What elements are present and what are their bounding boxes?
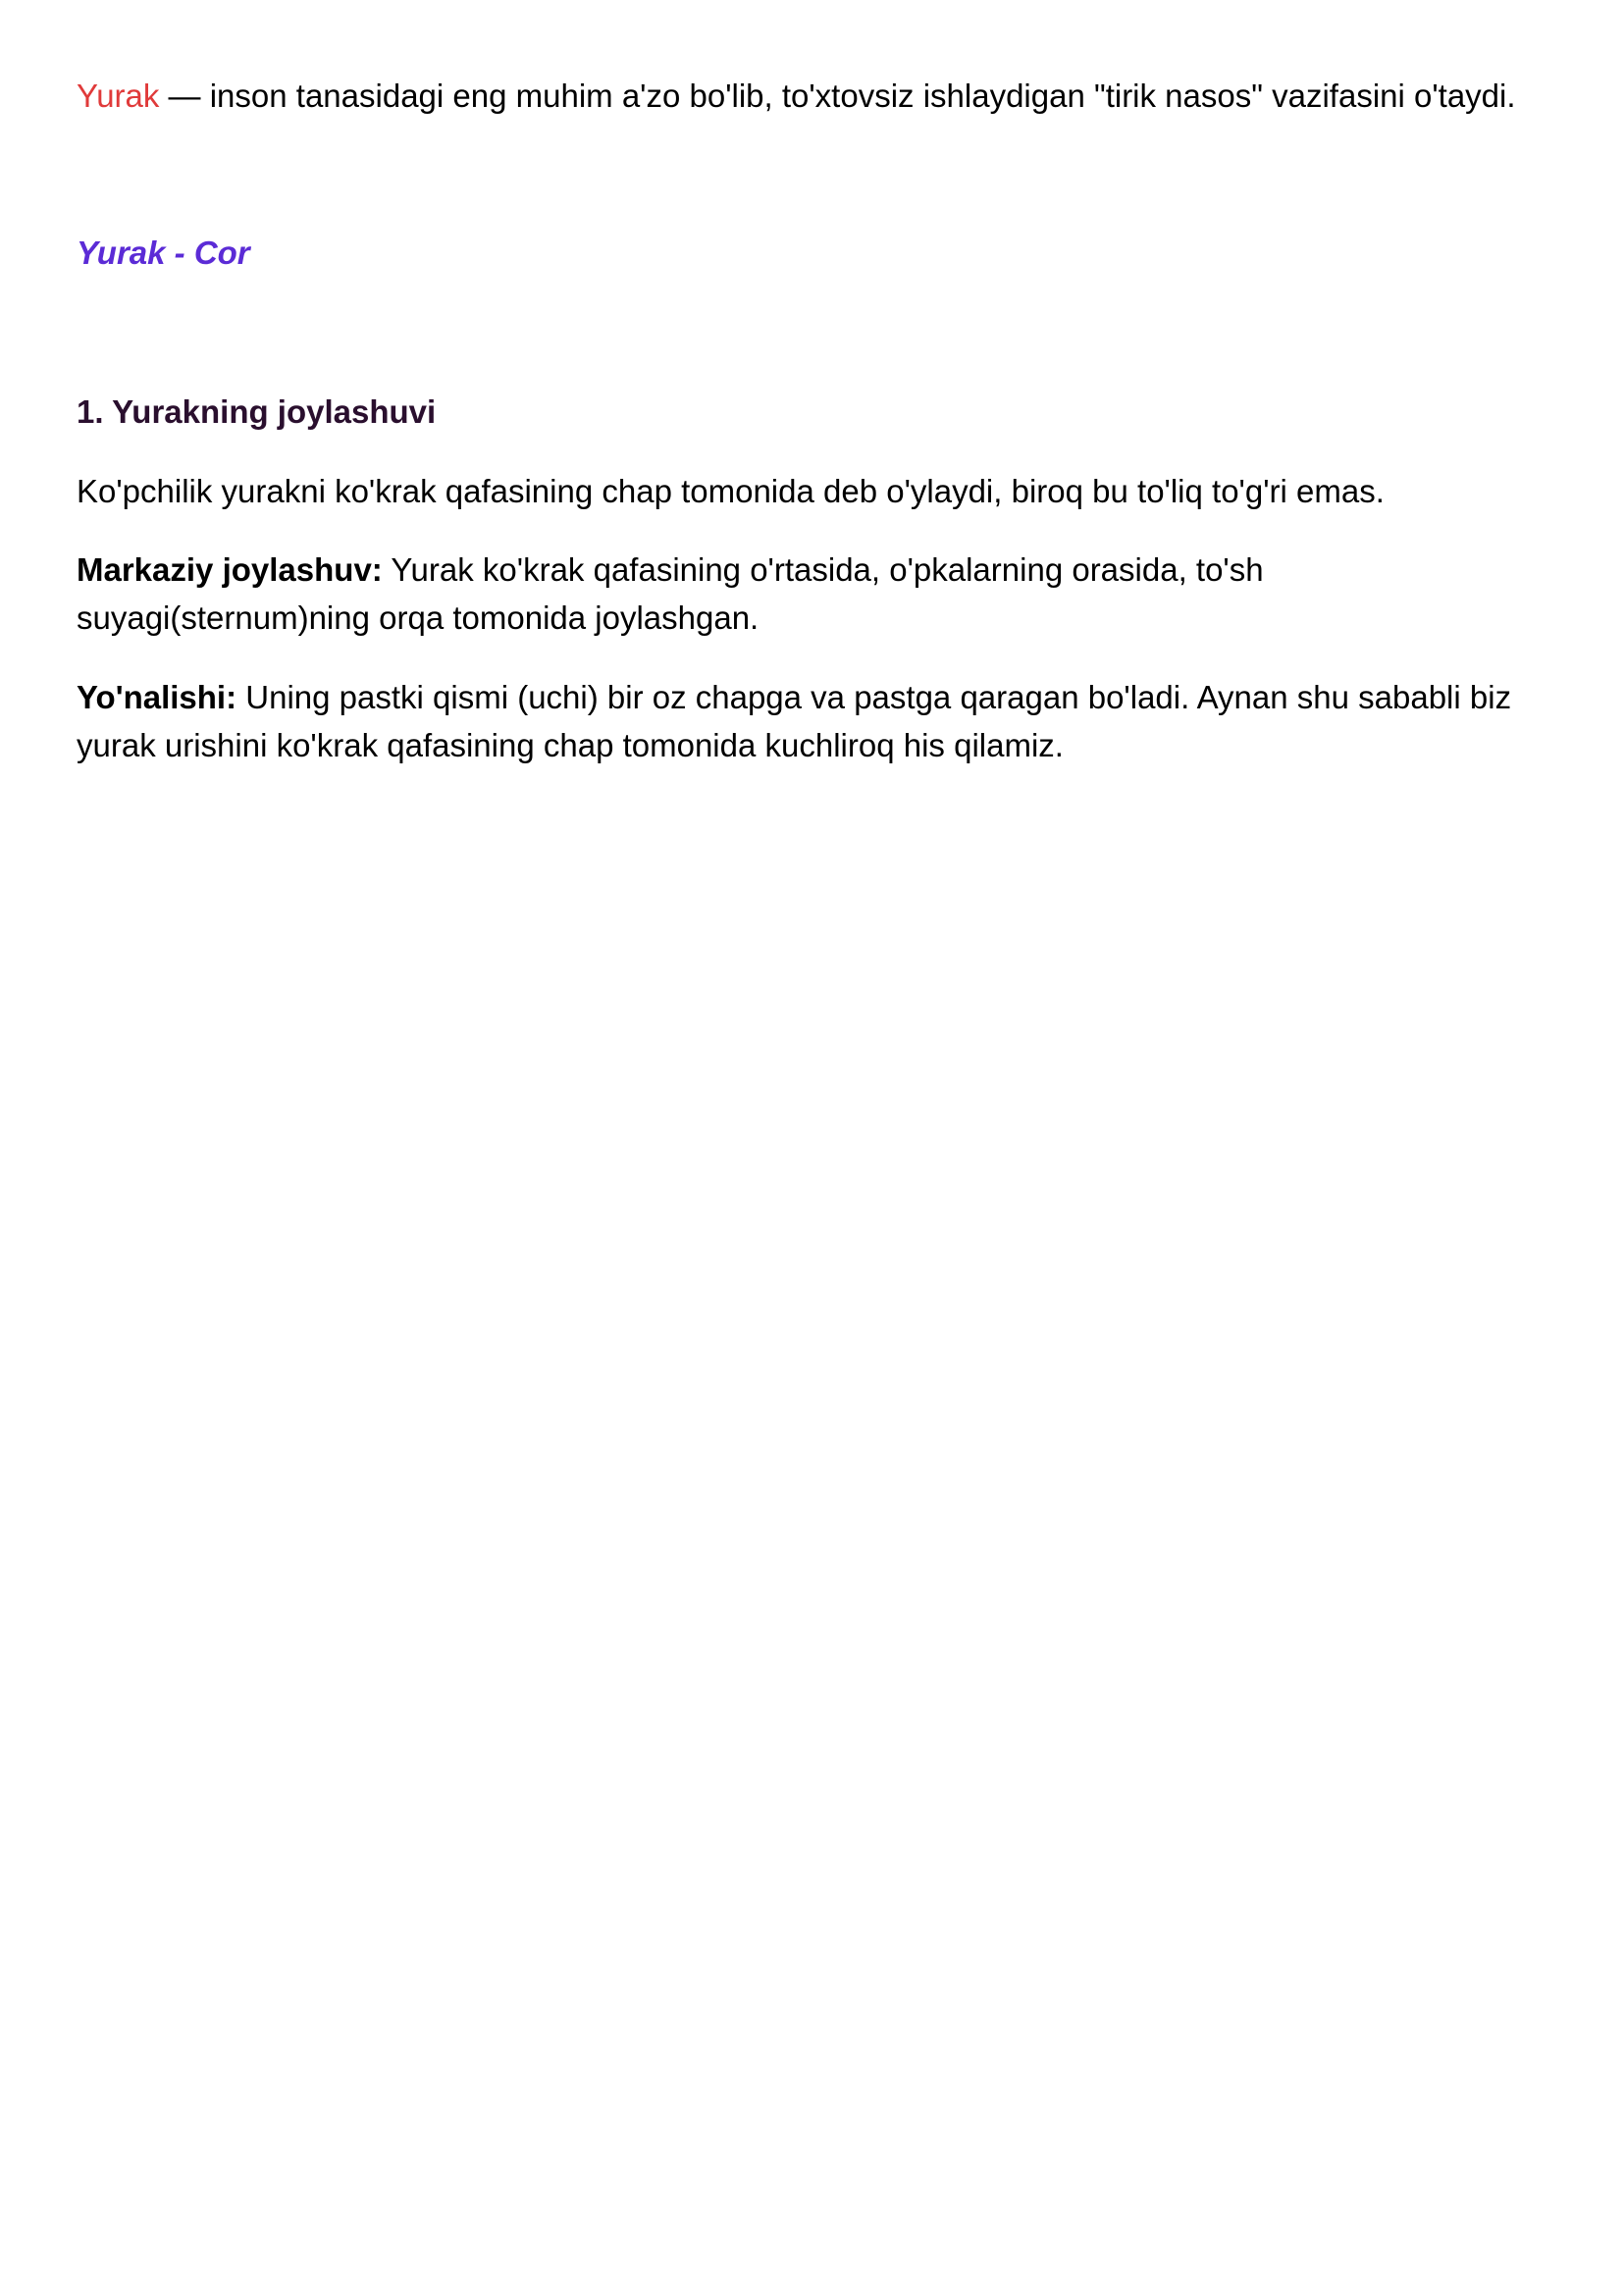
paragraph-central-location [77,546,1548,642]
intro-paragraph [77,73,1516,120]
section-title: 1. Yurakning joylashuvi [77,393,437,430]
intro-text: — inson tanasidagi eng muhim a'zo bo'lib, to'xtovsiz ishlaydigan "tirik nasos" vazifasini o'taydi. [159,78,1516,114]
intro-term: Yurak [77,78,160,114]
paragraph-direction [77,673,1548,769]
direction-text: Uning pastki qismi (uchi) bir oz chapga va pastga qaragan bo'ladi. Aynan shu sababli biz yurak urishini ko'krak qafasining chap tomonida kuchliroq his qilamiz. [77,679,1512,763]
central-location-label: Markaziy joylashuv: [77,551,383,588]
subtitle: Yurak - Cor [77,235,250,271]
central-location-text: Yurak ko'krak qafasining o'rtasida, o'pkalarning orasida, to'sh suyagi(sternum)ning orqa tomonida joylashgan. [77,551,1264,636]
direction-label: Yo'nalishi: [77,679,237,715]
paragraph-general: Ko'pchilik yurakni ko'krak qafasining chap tomonida deb o'ylaydi, biroq bu to'liq to'g'ri emas. [77,473,1385,509]
